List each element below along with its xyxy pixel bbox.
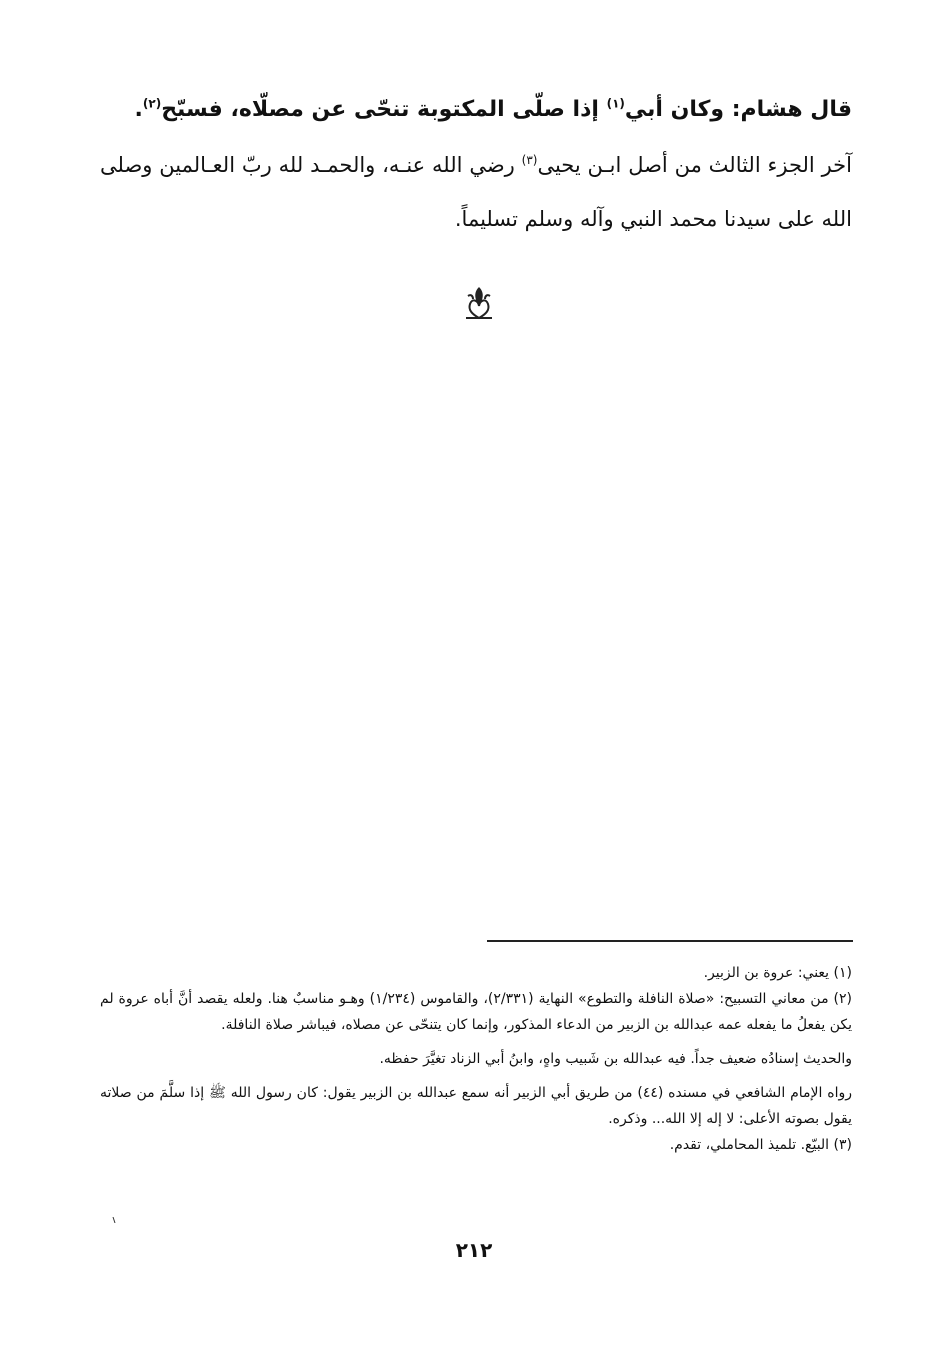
footnote-marker-3: (٣) (521, 153, 538, 167)
footnote-2: (٢) من معاني التسبيح: «صلاة النافلة والتطوع» النهاية (٢/٣٣١)، والقاموس (١/٢٣٤) وهـو مناسبٌ هنا. ولعله يقصد أنَّ أباه عروة لم يكن يفعلُ ما يفعله عمه عبدالله بن الزبير من الدعاء المذكور، وإنما كان يتنحّى عن مصلاه، فيباشر صلاة النافلة. (100, 991, 852, 1033)
footnote-marker-1: (١) (606, 96, 625, 111)
stray-mark (112, 1208, 116, 1214)
main-text (100, 84, 852, 246)
main-line-hisham (100, 84, 852, 136)
text-segment: . (134, 97, 143, 122)
main-paragraph-colophon (100, 138, 852, 246)
footnote-marker-2: (٢) (142, 96, 162, 111)
footnotes (100, 960, 852, 1158)
text-segment: رضي الله عنـه، والحمـد لله ربّ العـالمين وصلى الله على سيدنا محمد النبي وآله وسلم تسليماً. (100, 153, 852, 231)
floral-ornament-icon (462, 284, 496, 320)
footnote-2-shafii: رواه الإمام الشافعي في مسنده (٤٤) من طريق أبي الزبير أنه سمع عبدالله بن الزبير يقول: كان رسول الله ﷺ إذا سلَّمَ من صلاته يقول بصوته الأعلى: لا إله إلا الله... وذكره. (100, 1085, 852, 1127)
text-segment: آخر الجزء الثالث من أصل ابـن يحيى (537, 153, 852, 177)
text-segment: قال هشام: وكان أبي (624, 97, 852, 122)
page-number: ٢١٢ (455, 1238, 493, 1262)
footnote-1: (١) يعني: عروة بن الزبير. (703, 965, 852, 981)
footnote-separator (487, 940, 853, 942)
footnote-2-hadith: والحديث إسنادُه ضعيف جداً. فيه عبدالله بن شَبيب واهٍ، وابنُ أبي الزناد تغيَّرَ حفظه. (379, 1051, 852, 1067)
text-segment: إذا صلّى المكتوبة تنحّى عن مصلّاه، فسبّح (161, 97, 607, 122)
footnote-3: (٣) البيّع. تلميذ المحاملي، تقدم. (669, 1137, 852, 1153)
